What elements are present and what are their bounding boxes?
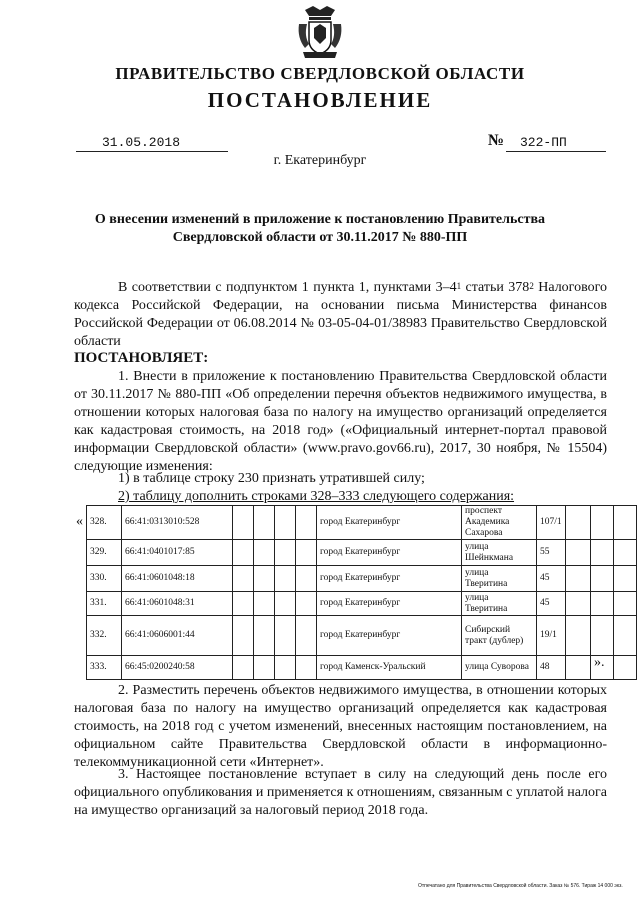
row-number: 333. <box>87 656 122 680</box>
empty-cell <box>565 506 590 540</box>
document-number: 322-ПП <box>520 135 567 150</box>
row-city: город Екатеринбург <box>317 566 462 592</box>
empty-cell <box>613 616 636 656</box>
preamble-part-3: Налогового кодекса Российской Федерации, на основании письма Министерства финансов Российской Федерации от 06.08.2014 № 03-05-04-01/38983 Правительство Свердловской области <box>74 280 607 349</box>
row-city: город Екатеринбург <box>317 506 462 540</box>
preamble-sup-1: 1 <box>456 281 462 291</box>
row-number: 332. <box>87 616 122 656</box>
row-street: улица Шейнкмана <box>462 540 537 566</box>
cadastral-number: 66:41:0401017:85 <box>122 540 233 566</box>
government-name: ПРАВИТЕЛЬСТВО СВЕРДЛОВСКОЙ ОБЛАСТИ <box>115 64 525 83</box>
date-underline <box>76 151 228 152</box>
empty-cell <box>565 566 590 592</box>
empty-cell <box>296 506 317 540</box>
empty-cell <box>565 592 590 616</box>
empty-cell <box>254 566 275 592</box>
quote-open: « <box>76 514 83 529</box>
empty-cell <box>233 540 254 566</box>
row-street: улица Тверитина <box>462 592 537 616</box>
empty-cell <box>565 656 590 680</box>
row-house: 45 <box>537 566 566 592</box>
empty-cell <box>296 566 317 592</box>
city: г. Екатеринбург <box>273 153 367 168</box>
item-1-sub-2-text: 2) таблицу дополнить строками 328–333 следующего содержания: <box>118 489 515 504</box>
row-house: 55 <box>537 540 566 566</box>
item-2: 2. Разместить перечень объектов недвижимого имущества, в отношении которых налоговая база по налогу на имущество организаций определяется как кадастровая стоимость, на 2018 год с учетом изменений, внесенных настоящим постановлением, на официальном сайте Правительства Свердловской области в информационно-телекоммуникационной сети «Интернет». <box>74 683 607 770</box>
row-street: улица Тверитина <box>462 566 537 592</box>
empty-cell <box>254 656 275 680</box>
empty-cell <box>613 656 636 680</box>
row-street: проспект Академика Сахарова <box>462 506 537 540</box>
row-number: 329. <box>87 540 122 566</box>
row-city: город Екатеринбург <box>317 616 462 656</box>
empty-cell <box>233 656 254 680</box>
quote-close: ». <box>594 655 605 670</box>
resolves-heading: ПОСТАНОВЛЯЕТ: <box>74 350 209 366</box>
number-underline <box>506 151 606 152</box>
empty-cell <box>613 566 636 592</box>
table-row <box>87 616 637 656</box>
row-street: улица Суворова <box>462 656 537 680</box>
preamble-part-1: В соответствии с подпунктом 1 пункта 1, пунктами 3–4 <box>118 280 457 295</box>
document-date: 31.05.2018 <box>102 135 181 150</box>
item-1-sub-2 <box>74 488 607 506</box>
empty-cell <box>590 540 613 566</box>
document-type: ПОСТАНОВЛЕНИЕ <box>207 88 433 112</box>
empty-cell <box>254 592 275 616</box>
row-house: 48 <box>537 656 566 680</box>
table-row <box>87 656 637 680</box>
empty-cell <box>275 566 296 592</box>
empty-cell <box>233 566 254 592</box>
empty-cell <box>296 656 317 680</box>
table-row <box>87 592 637 616</box>
row-city: город Екатеринбург <box>317 540 462 566</box>
row-city: город Екатеринбург <box>317 592 462 616</box>
document-title <box>80 211 560 247</box>
objects-table <box>86 505 637 680</box>
empty-cell <box>233 506 254 540</box>
title-line-2: Свердловской области от 30.11.2017 № 880-ПП <box>172 230 468 245</box>
empty-cell <box>275 592 296 616</box>
empty-cell <box>254 506 275 540</box>
row-house: 107/1 <box>537 506 566 540</box>
cadastral-number: 66:45:0200240:58 <box>122 656 233 680</box>
empty-cell <box>275 616 296 656</box>
empty-cell <box>613 506 636 540</box>
row-house: 45 <box>537 592 566 616</box>
empty-cell <box>590 616 613 656</box>
empty-cell <box>275 656 296 680</box>
empty-cell <box>565 616 590 656</box>
preamble-sup-2: 2 <box>529 281 534 291</box>
empty-cell <box>254 540 275 566</box>
empty-cell <box>275 540 296 566</box>
cadastral-number: 66:41:0601048:31 <box>122 592 233 616</box>
print-footer: Отпечатано для Правительства Свердловской области. Заказ № 576. Тираж 14 000 экз. <box>418 883 623 889</box>
empty-cell <box>233 616 254 656</box>
cadastral-number: 66:41:0601048:18 <box>122 566 233 592</box>
coat-of-arms-emblem <box>295 4 345 60</box>
cadastral-number: 66:41:0606001:44 <box>122 616 233 656</box>
empty-cell <box>590 506 613 540</box>
item-1-sub-1: 1) в таблице строку 230 признать утратившей силу; <box>118 471 425 486</box>
empty-cell <box>296 616 317 656</box>
empty-cell <box>613 592 636 616</box>
empty-cell <box>590 592 613 616</box>
row-number: 328. <box>87 506 122 540</box>
table-row <box>87 540 637 566</box>
empty-cell <box>613 540 636 566</box>
title-line-1: О внесении изменений в приложение к постановлению Правительства <box>94 212 546 227</box>
table-row <box>87 566 637 592</box>
row-number: 330. <box>87 566 122 592</box>
item-1: 1. Внести в приложение к постановлению Правительства Свердловской области от 30.11.2017 № 880-ПП «Об определении перечня объектов недвижимого имущества, в отношении которых налоговая база по налогу на имущество организаций определяется как кадастровая стоимость, на 2018 год» («Официальный интернет-портал правовой информации Свердловской области» (www.pravo.gov66.ru), 2017, 30 ноября, № 15504) следующие изменения: <box>74 369 607 474</box>
empty-cell <box>296 592 317 616</box>
empty-cell <box>233 592 254 616</box>
empty-cell <box>296 540 317 566</box>
empty-cell <box>590 566 613 592</box>
empty-cell <box>254 616 275 656</box>
empty-cell <box>275 506 296 540</box>
table-row <box>87 506 637 540</box>
row-house: 19/1 <box>537 616 566 656</box>
row-city: город Каменск-Уральский <box>317 656 462 680</box>
preamble-part-2: статьи 378 <box>461 280 530 295</box>
cadastral-number: 66:41:0313010:528 <box>122 506 233 540</box>
row-street: Сибирский тракт (дублер) <box>462 616 537 656</box>
item-3: 3. Настоящее постановление вступает в силу на следующий день после его официального опубликования и применяется к отношениям, связанным с уплатой налога на имущество организаций за налоговый период 2018 года. <box>74 767 607 818</box>
empty-cell <box>565 540 590 566</box>
row-number: 331. <box>87 592 122 616</box>
number-label: № <box>488 132 505 149</box>
preamble <box>74 279 607 351</box>
